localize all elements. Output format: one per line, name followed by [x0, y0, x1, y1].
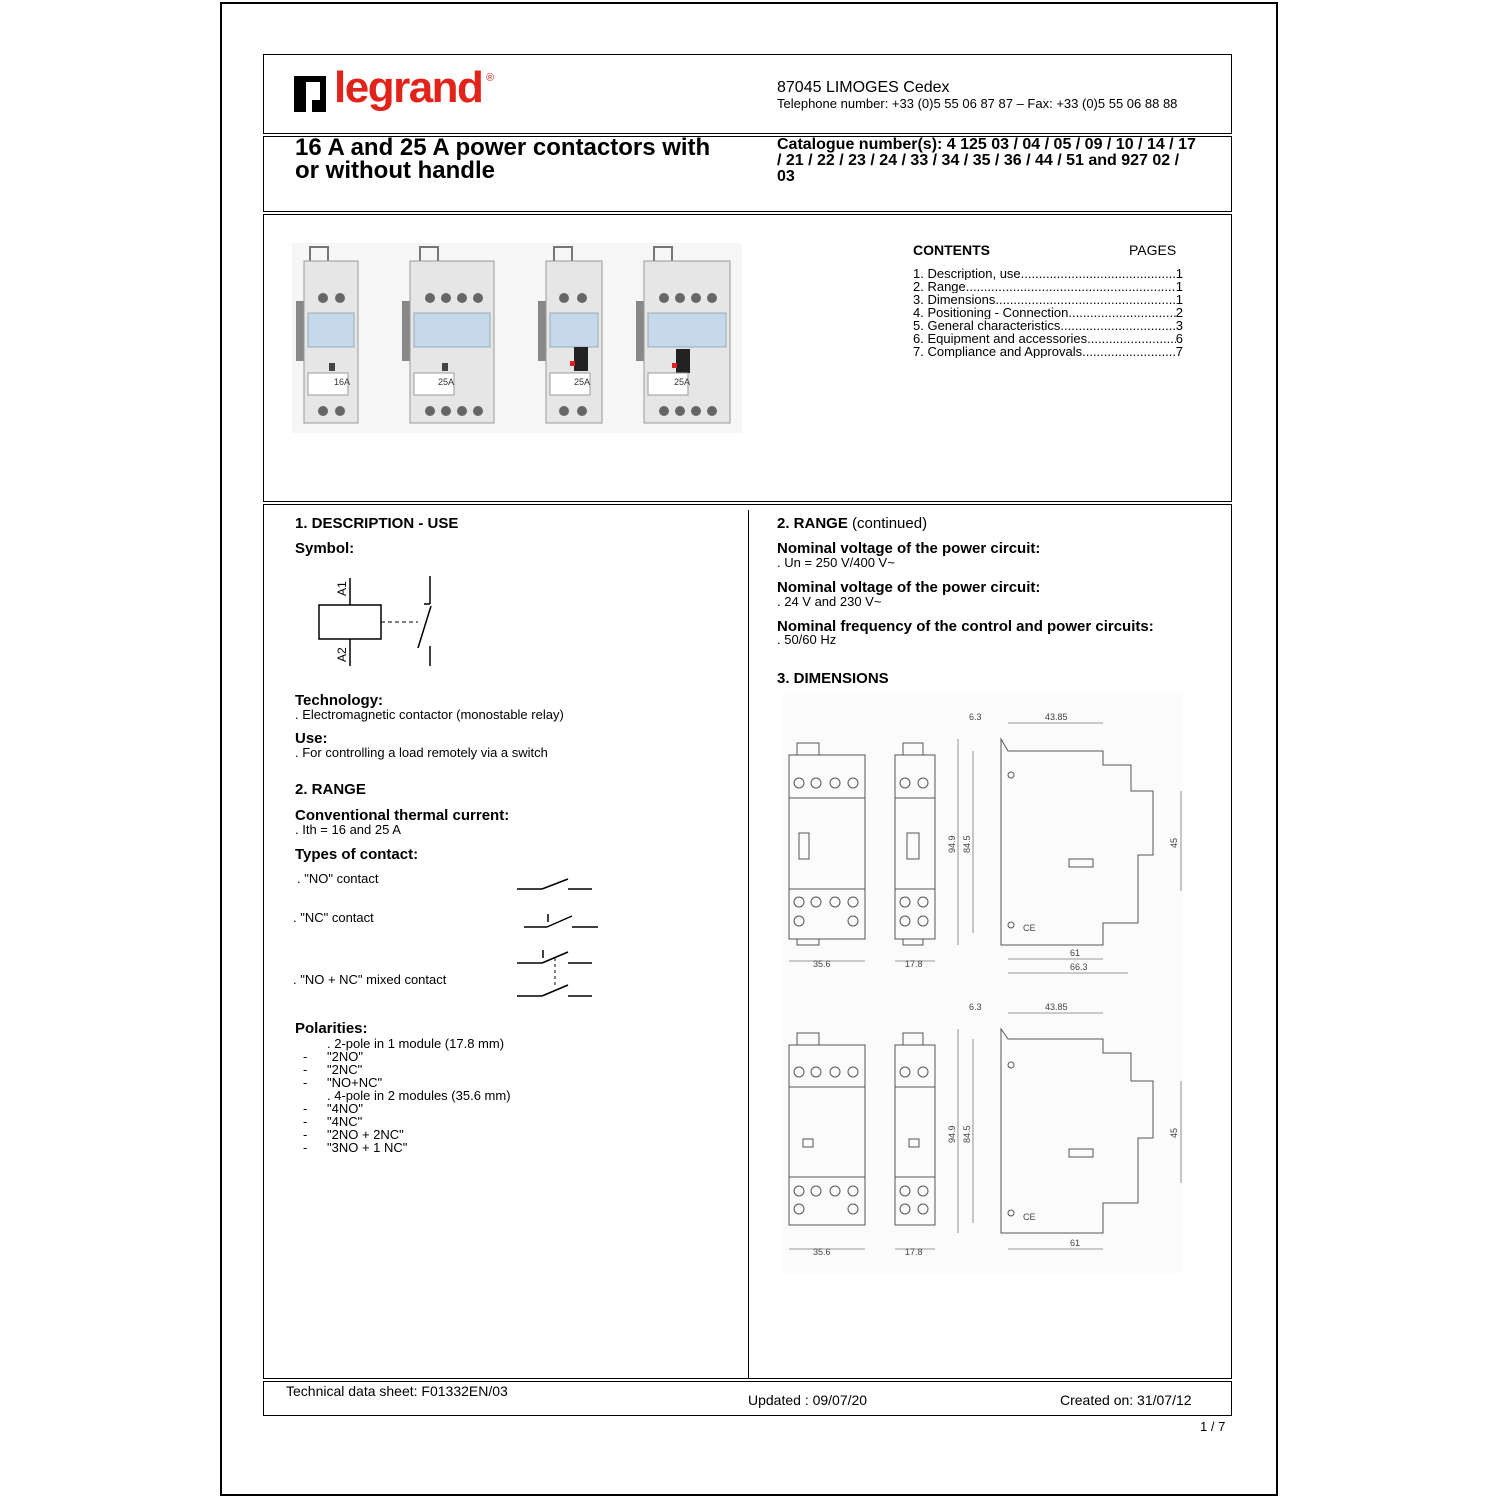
- range-continued: (continued): [847, 515, 928, 532]
- list-item: - "4NC": [303, 1114, 363, 1129]
- technology-label: Technology:: [295, 692, 384, 709]
- ce-mark-a: CE: [1023, 923, 1036, 933]
- dim-84-5-b: 84.5: [962, 1125, 972, 1143]
- list-item: . 4-pole in 2 modules (35.6 mm): [327, 1088, 511, 1103]
- voltage-power-text: . Un = 250 V/400 V~: [777, 555, 895, 570]
- dim-35-6-a: 35.6: [813, 959, 831, 969]
- table-of-contents: [913, 267, 1183, 358]
- use-text: . For controlling a load remotely via a switch: [295, 745, 548, 760]
- updated-date: Updated : 09/07/20: [748, 1392, 868, 1408]
- symbol-label: Symbol:: [295, 540, 355, 557]
- dim-35-6-b: 35.6: [813, 1247, 831, 1257]
- symbol-a1-label: A1: [335, 581, 349, 596]
- type-no-text: . "NO" contact: [297, 871, 379, 886]
- product-images: [292, 243, 742, 433]
- section2-title: 2. RANGE: [295, 781, 366, 798]
- toc-item[interactable]: 7. Compliance and Approvals ..... 7: [913, 345, 1183, 358]
- pages-title: PAGES: [1129, 242, 1177, 258]
- document-title: 16 A and 25 A power contactors with or without handle: [295, 134, 711, 184]
- dim-84-5-a: 84.5: [962, 835, 972, 853]
- product-25a-4p: [402, 247, 494, 423]
- dim-17-8-b: 17.8: [905, 1247, 923, 1257]
- list-item: - "4NO": [303, 1101, 363, 1116]
- toc-item[interactable]: 6. Equipment and accessories ..... 6: [913, 332, 1183, 345]
- dim-61-a: 61: [1070, 948, 1081, 958]
- technology-text: . Electromagnetic contactor (monostable relay): [295, 707, 564, 722]
- dim-17-8-a: 17.8: [905, 959, 923, 969]
- list-item: - "3NO + 1 NC": [303, 1140, 408, 1155]
- contactor-symbol: [300, 570, 450, 675]
- toc-item[interactable]: 1. Description, use ..... 1: [913, 267, 1183, 280]
- contents-title: CONTENTS: [913, 242, 990, 258]
- legrand-mark-icon: [292, 74, 328, 114]
- dimension-drawings: [783, 693, 1183, 1273]
- mixed-contact-symbol: [517, 950, 592, 996]
- product-16a: [296, 247, 358, 423]
- dim-94-9-a: 94.9: [947, 835, 957, 853]
- frequency-label: Nominal frequency of the control and power circuits:: [777, 618, 1154, 635]
- ce-mark-b: CE: [1023, 1212, 1036, 1222]
- no-contact-symbol: [517, 879, 592, 889]
- voltage-power-label-2: Nominal voltage of the power circuit:: [777, 579, 1041, 596]
- voltage-power-label: Nominal voltage of the power circuit:: [777, 540, 1041, 557]
- created-date: Created on: 31/07/12: [1060, 1392, 1192, 1408]
- dimensions-title: 3. DIMENSIONS: [777, 670, 889, 687]
- technical-sheet-number: Technical data sheet: F01332EN/03: [286, 1383, 508, 1399]
- polarities-list: [295, 1037, 511, 1154]
- range-continued-heading: [777, 515, 927, 532]
- frequency-text: . 50/60 Hz: [777, 632, 837, 647]
- list-item: - "2NO + 2NC": [303, 1127, 404, 1142]
- address-line2: Telephone number: +33 (0)5 55 06 87 87 – Fax: +33 (0)5 55 06 88 88: [777, 96, 1178, 111]
- logo-text: legrand: [334, 63, 483, 112]
- logo-registered: ®: [486, 72, 495, 84]
- product-3-rating: 25A: [574, 377, 591, 387]
- legrand-logo: [292, 63, 502, 124]
- thermal-label: Conventional thermal current:: [295, 807, 510, 824]
- product-4-rating: 25A: [674, 377, 691, 387]
- list-item: - "2NO": [303, 1049, 363, 1064]
- toc-item[interactable]: 5. General characteristics ..... 3: [913, 319, 1183, 332]
- dim-45-a: 45: [1169, 837, 1179, 848]
- dim-43-85-b: 43.85: [1045, 1002, 1068, 1012]
- dim-45-b: 45: [1169, 1127, 1179, 1138]
- product-1-rating: 16A: [334, 377, 351, 387]
- list-item: - "NO+NC": [303, 1075, 383, 1090]
- toc-item[interactable]: 3. Dimensions ..... 1: [913, 293, 1183, 306]
- product-25a-handle: [538, 247, 602, 423]
- catalogue-numbers: Catalogue number(s): 4 125 03 / 04 / 05 / 09 / 10 / 14 / 17 / 21 / 22 / 23 / 24 / 33 / 34 / 35 / 36 / 44 / 51 and 927 02 / 03: [777, 136, 1196, 185]
- dim-66-3: 66.3: [1070, 962, 1088, 972]
- toc-item[interactable]: 4. Positioning - Connection ..... 2: [913, 306, 1183, 319]
- list-item: . 2-pole in 1 module (17.8 mm): [327, 1036, 505, 1051]
- symbol-a2-label: A2: [335, 647, 349, 662]
- dim-6-3-b: 6.3: [969, 1002, 982, 1012]
- nc-contact-symbol: [524, 914, 598, 927]
- thermal-text: . Ith = 16 and 25 A: [295, 822, 401, 837]
- product-2-rating: 25A: [438, 377, 455, 387]
- range-title: 2. RANGE: [777, 515, 848, 532]
- dim-43-85-a: 43.85: [1045, 712, 1068, 722]
- page-number: 1 / 7: [1200, 1419, 1226, 1434]
- contact-type-symbols: [510, 870, 610, 1005]
- column-divider: [748, 510, 749, 1379]
- dim-94-9-b: 94.9: [947, 1125, 957, 1143]
- address-line1: 87045 LIMOGES Cedex: [777, 79, 950, 96]
- voltage-power-text-2: . 24 V and 230 V~: [777, 594, 882, 609]
- product-25a-4p-handle: [636, 247, 730, 423]
- dim-61-b: 61: [1070, 1238, 1081, 1248]
- toc-item[interactable]: 2. Range ..... 1: [913, 280, 1183, 293]
- use-label: Use:: [295, 730, 328, 747]
- type-mixed-text: . "NO + NC" mixed contact: [293, 972, 447, 987]
- type-nc-text: . "NC" contact: [293, 910, 374, 925]
- section1-title: 1. DESCRIPTION - USE: [295, 515, 459, 532]
- list-item: - "2NC": [303, 1062, 363, 1077]
- dim-6-3-a: 6.3: [969, 712, 982, 722]
- types-label: Types of contact:: [295, 846, 419, 863]
- polarities-label: Polarities:: [295, 1020, 368, 1037]
